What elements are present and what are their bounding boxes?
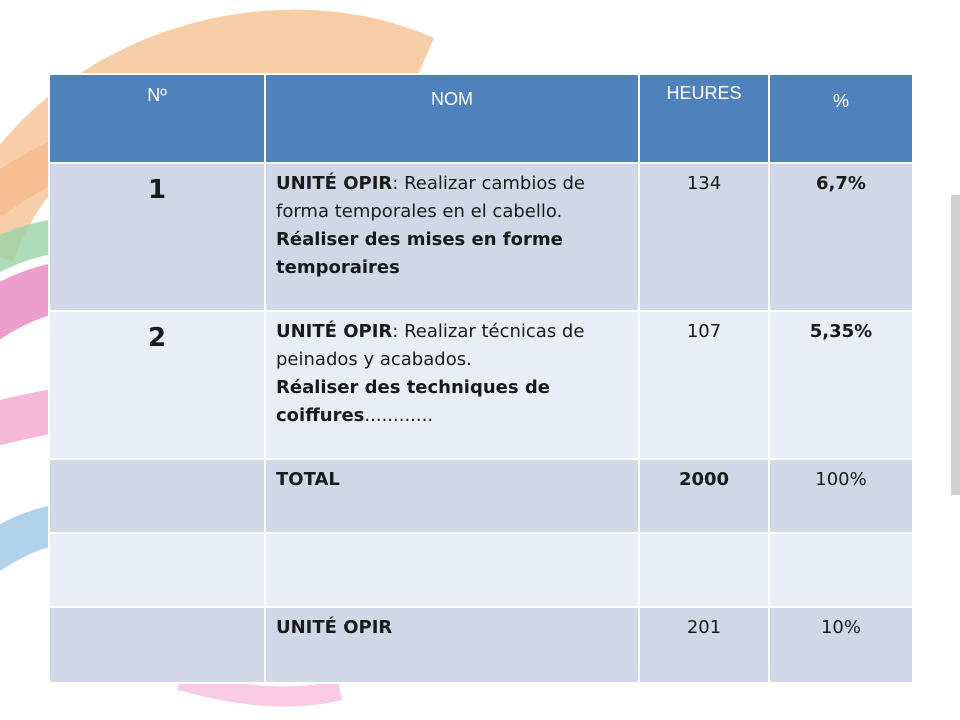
row-number: 1 — [49, 163, 265, 311]
opir-label: UNITÉ OPIR — [265, 607, 639, 683]
header-hours: HEURES — [639, 74, 769, 163]
opir-empty-cell — [49, 607, 265, 683]
row-french-line — [276, 374, 628, 430]
french-ellipsis: ............ — [364, 405, 434, 426]
total-hours: 2000 — [639, 459, 769, 533]
total-row — [49, 459, 913, 533]
row-spanish-line — [276, 318, 628, 374]
row-hours: 107 — [639, 311, 769, 459]
total-label: TOTAL — [265, 459, 639, 533]
header-number: Nº — [49, 74, 265, 163]
empty-cell — [639, 533, 769, 607]
empty-cell — [49, 533, 265, 607]
empty-cell — [265, 533, 639, 607]
opir-hours: 201 — [639, 607, 769, 683]
header-name: NOM — [265, 74, 639, 163]
total-empty-cell — [49, 459, 265, 533]
french-description: Réaliser des mises en forme temporaires — [276, 229, 563, 278]
table-row — [49, 311, 913, 459]
row-spanish-line — [276, 170, 628, 226]
empty-row — [49, 533, 913, 607]
table-row — [49, 163, 913, 311]
table-header-row — [49, 74, 913, 163]
header-percent: % — [769, 74, 913, 163]
opir-row — [49, 607, 913, 683]
row-percent: 5,35% — [769, 311, 913, 459]
total-percent: 100% — [769, 459, 913, 533]
unit-label: UNITÉ OPIR — [276, 321, 393, 342]
row-number: 2 — [49, 311, 265, 459]
spanish-description: : Realizar técnicas de peinados y acabados. — [276, 321, 585, 370]
opir-percent: 10% — [769, 607, 913, 683]
row-name-cell — [265, 163, 639, 311]
row-percent: 6,7% — [769, 163, 913, 311]
training-hours-table — [48, 73, 914, 684]
empty-cell — [769, 533, 913, 607]
unit-label: UNITÉ OPIR — [276, 173, 393, 194]
spanish-description: : Realizar cambios de forma temporales en el cabello. — [276, 173, 585, 222]
french-description: Réaliser des techniques de coiffures — [276, 377, 550, 426]
row-hours: 134 — [639, 163, 769, 311]
row-name-cell — [265, 311, 639, 459]
